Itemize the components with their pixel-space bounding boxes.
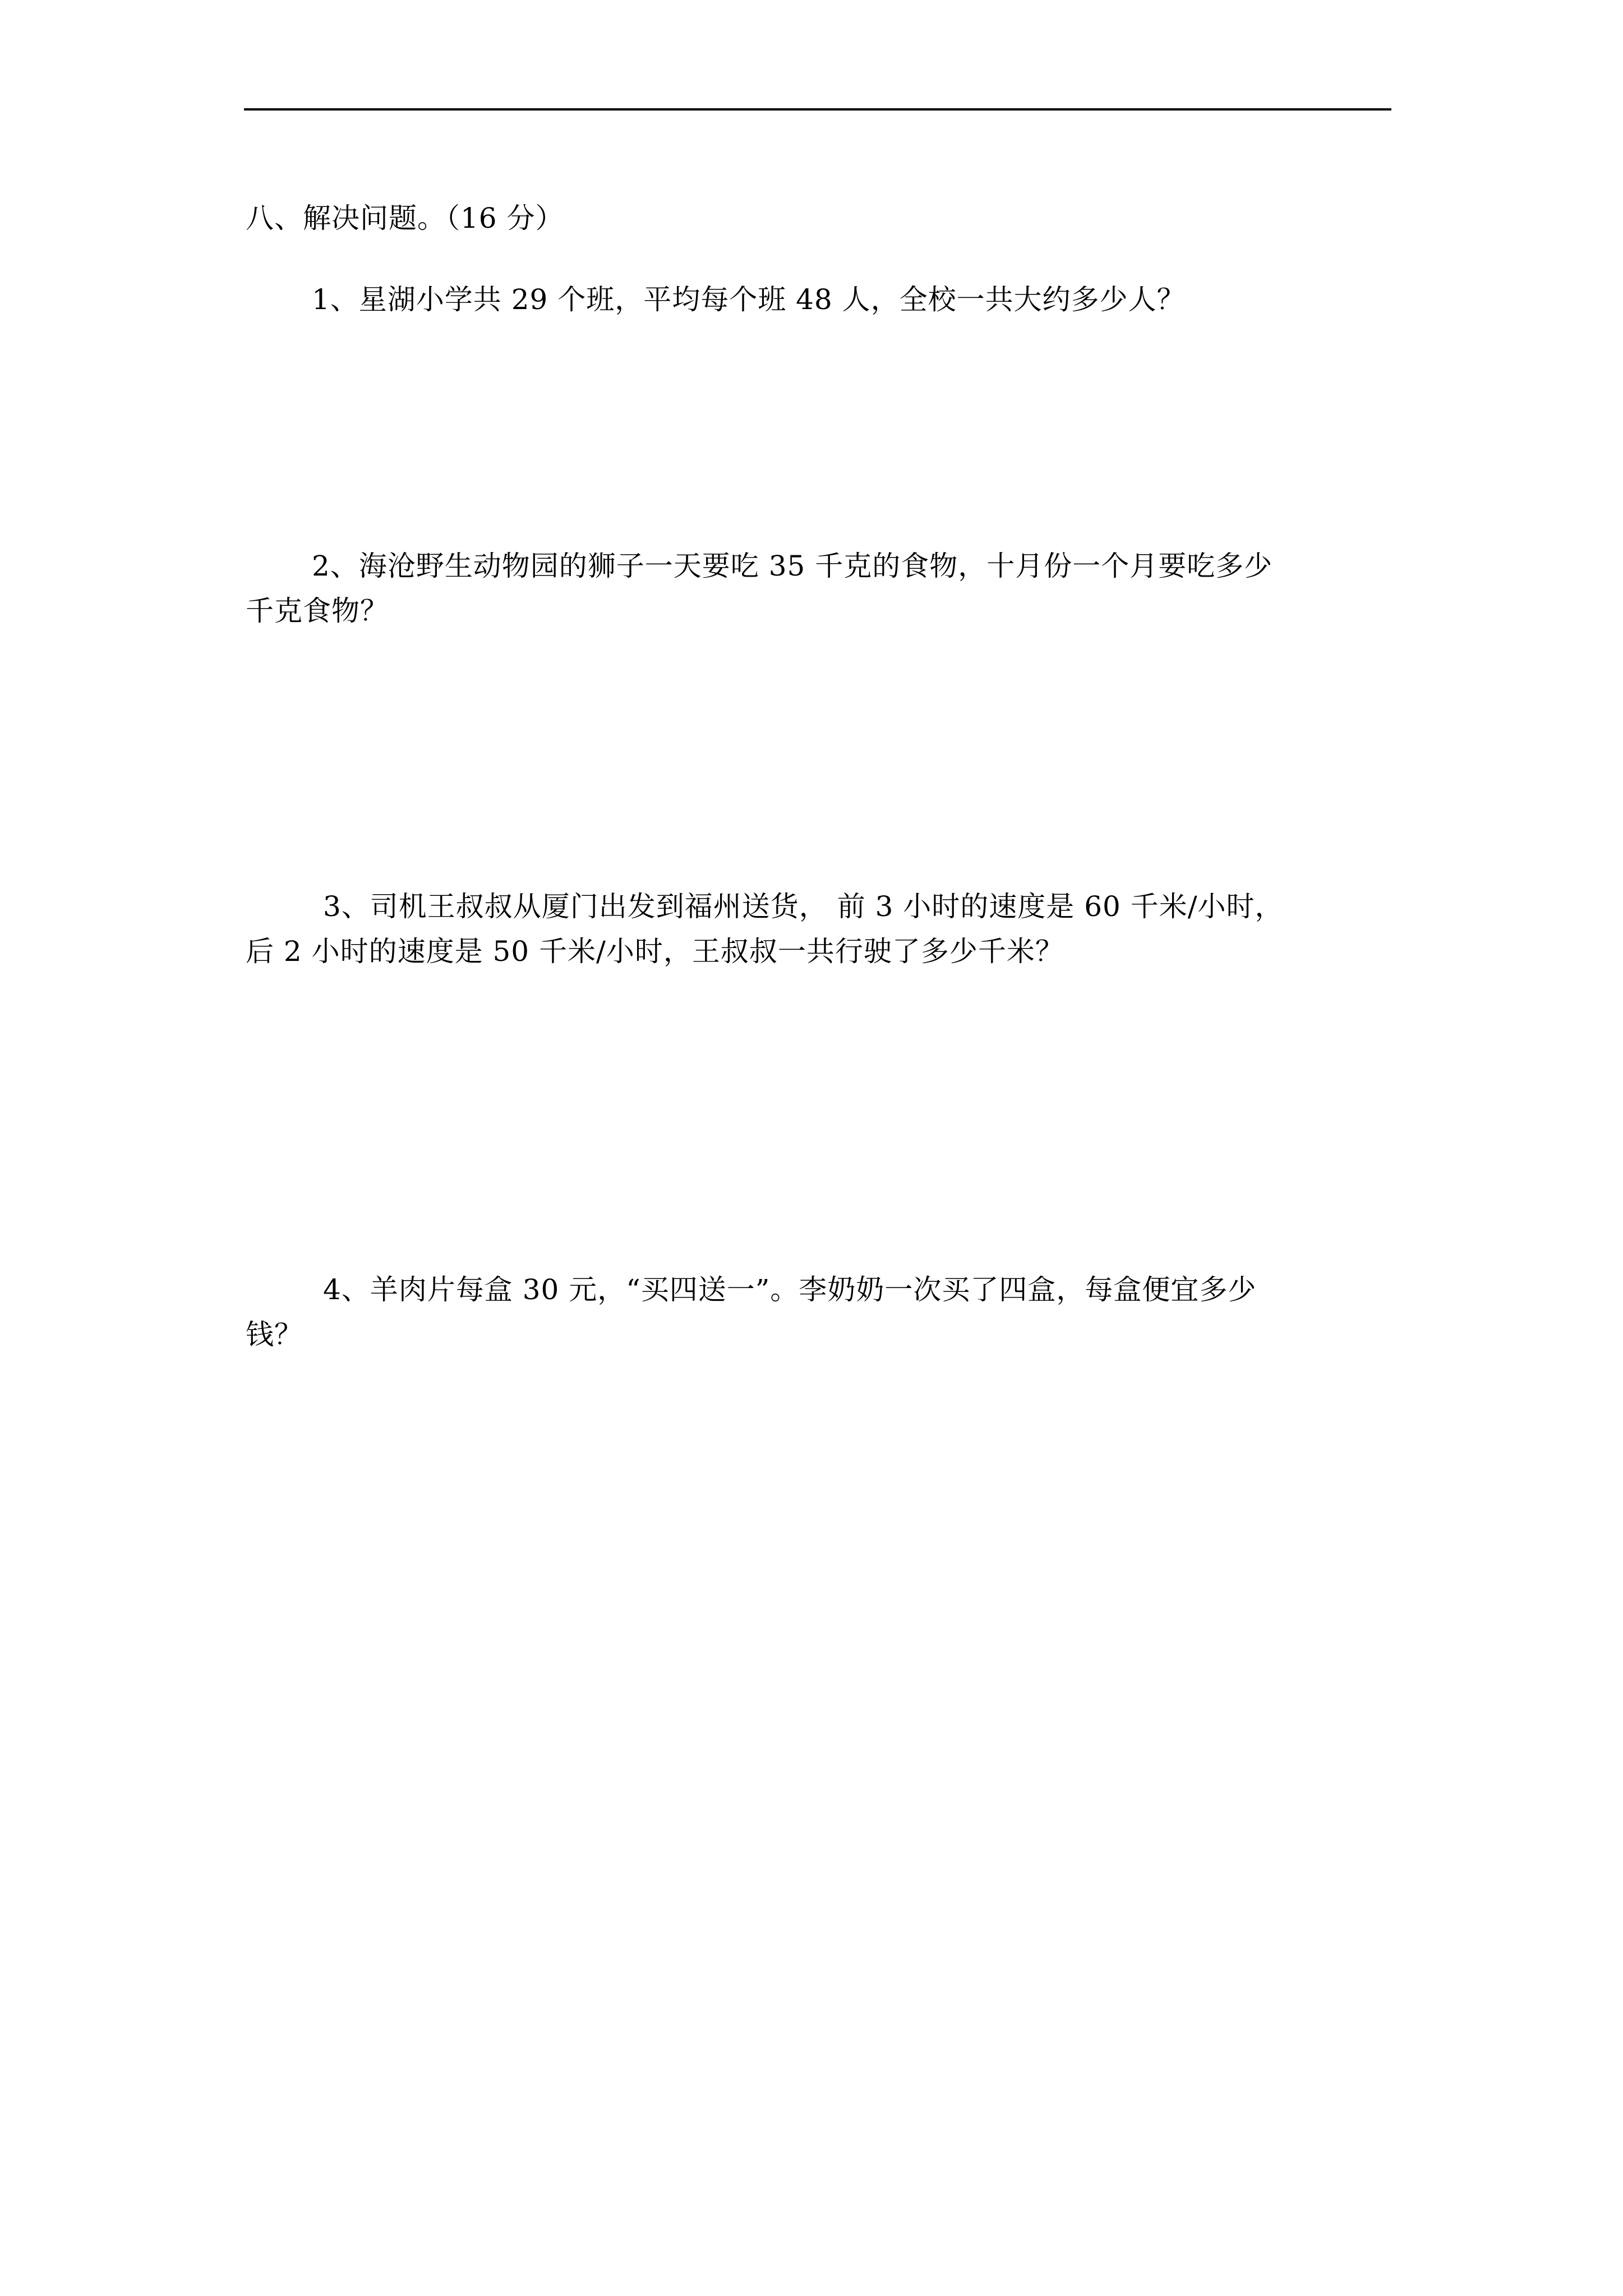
question-2-line-2: 千克食物？: [246, 595, 389, 627]
question-4-line-2: 钱？: [246, 1318, 303, 1351]
question-2-line-1: 2、海沧野生动物园的狮子一天要吃 35 千克的食物，十月份一个月要吃多少: [312, 550, 1273, 582]
header-rule: [244, 108, 1391, 111]
question-4-line-1: 4、羊肉片每盒 30 元，“买四送一”。李奶奶一次买了四盒，每盒便宜多少: [323, 1273, 1257, 1306]
question-3-line-2: 后 2 小时的速度是 50 千米/小时，王叔叔一共行驶了多少千米？: [246, 935, 1064, 968]
section-title: 八、解决问题。（16 分）: [246, 202, 564, 234]
question-1-line-1: 1、星湖小学共 29 个班，平均每个班 48 人，全校一共大约多少人？: [312, 283, 1186, 316]
question-3-line-1: 3、司机王叔叔从厦门出发到福州送货， 前 3 小时的速度是 60 千米/小时，: [323, 890, 1284, 923]
